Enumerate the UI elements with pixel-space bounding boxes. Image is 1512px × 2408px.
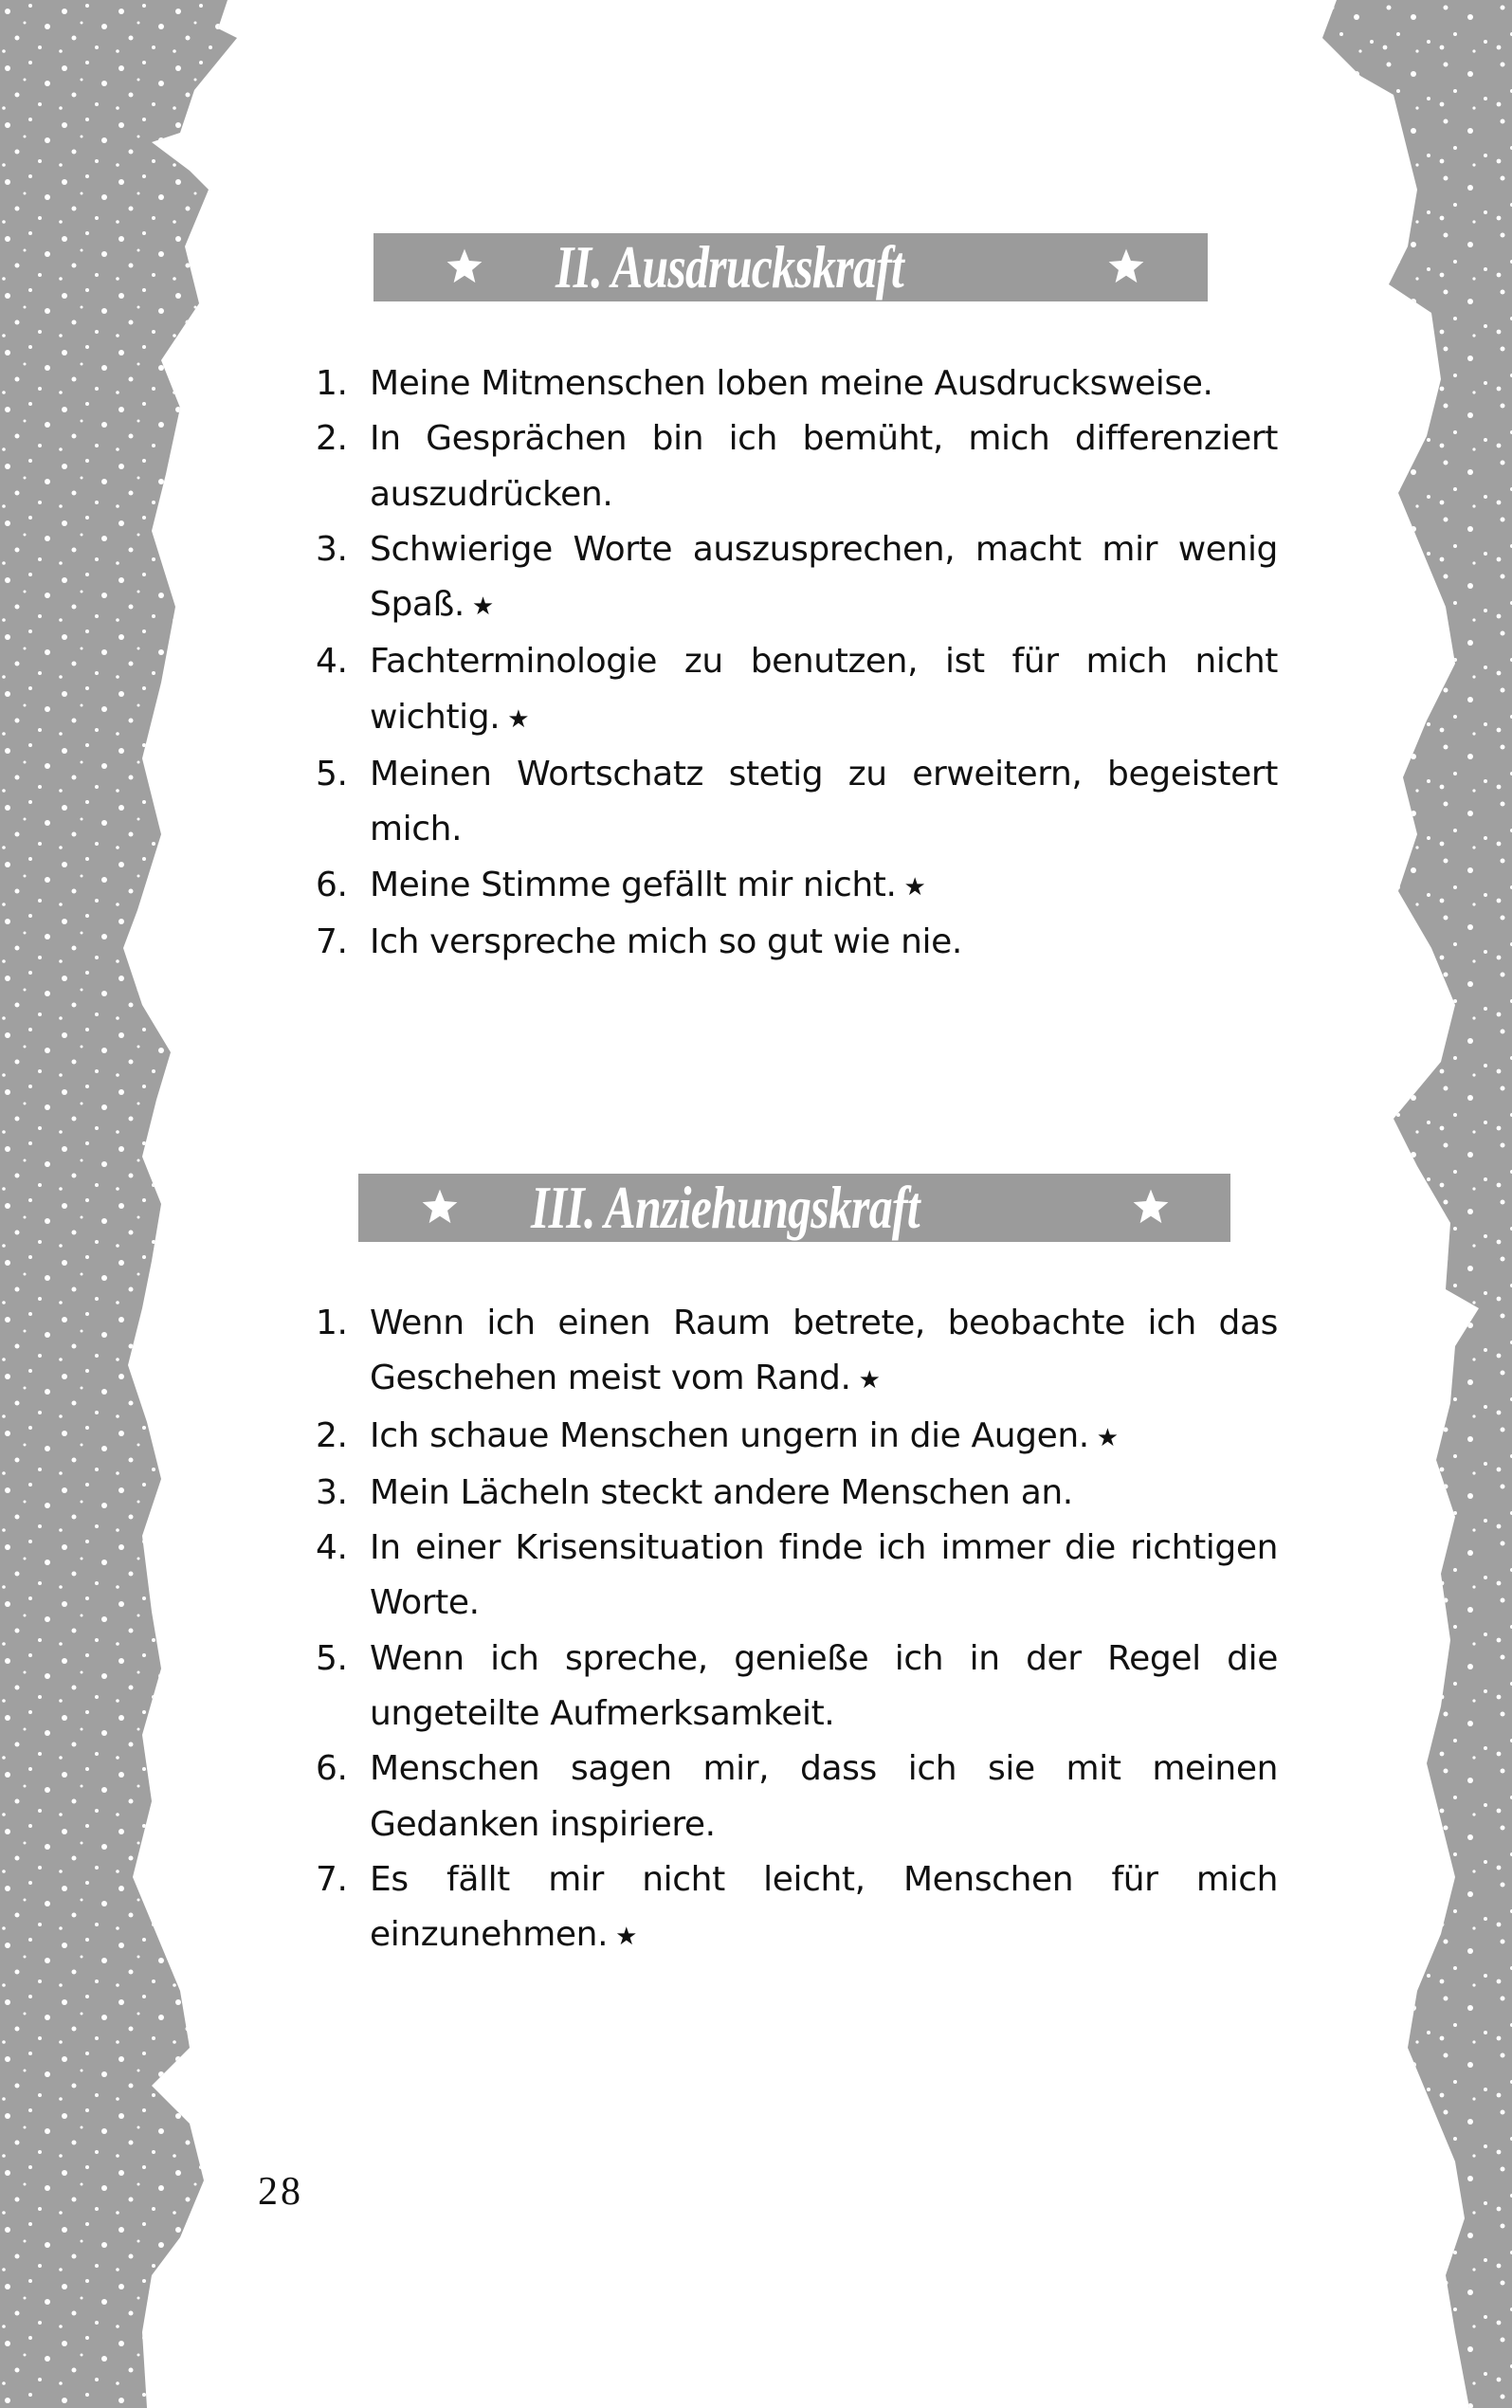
star-icon <box>445 246 484 286</box>
item-number: 4. <box>316 642 348 682</box>
item-text: In einer Krisensituation finde ich immer die richtigen Worte. <box>370 1528 1278 1623</box>
item-text: Wenn ich einen Raum betrete, beobachte ich das Geschehen meist vom Rand. <box>370 1304 1278 1398</box>
star-marker-icon: ★ <box>858 1366 881 1396</box>
star-marker-icon: ★ <box>615 1923 638 1952</box>
list-item <box>316 634 1278 747</box>
item-number: 4. <box>316 1528 348 1568</box>
item-number: 1. <box>316 1304 348 1342</box>
item-number: 3. <box>316 1472 348 1512</box>
item-text: Meine Stimme gefällt mir nicht. <box>370 865 897 904</box>
list-item <box>316 522 1278 635</box>
item-text: Ich schaue Menschen ungern in die Augen. <box>370 1415 1089 1455</box>
list-item <box>316 915 1278 970</box>
item-text: In Gesprächen bin ich bemüht, mich differenziert auszudrücken. <box>370 419 1278 514</box>
statement-list-anziehungskraft <box>316 1296 1278 1965</box>
section-title: II. Ausdruckskraft <box>556 233 903 301</box>
section-title: III. Anziehungskraft <box>531 1174 920 1241</box>
list-item <box>316 858 1278 915</box>
item-text: Wenn ich spreche, genieße ich in der Regel die ungeteilte Aufmerksamkeit. <box>370 1638 1278 1734</box>
item-number: 6. <box>316 865 348 904</box>
item-number: 3. <box>316 529 348 569</box>
star-marker-icon: ★ <box>1096 1423 1119 1452</box>
list-item <box>316 1852 1278 1965</box>
item-number: 2. <box>316 419 348 459</box>
right-speckled-border <box>1266 0 1512 2408</box>
item-text: Es fällt mir nicht leicht, Menschen für mich einzunehmen. <box>370 1859 1278 1955</box>
list-item <box>316 411 1278 522</box>
list-item <box>316 1632 1278 1742</box>
item-number: 5. <box>316 755 348 794</box>
item-text: Fachterminologie zu benutzen, ist für mich nicht wichtig. <box>370 642 1278 737</box>
list-item <box>316 747 1278 858</box>
star-marker-icon: ★ <box>903 872 926 902</box>
item-number: 7. <box>316 921 348 961</box>
star-icon <box>1131 1187 1171 1227</box>
list-item <box>316 356 1278 411</box>
item-number: 1. <box>316 364 348 403</box>
item-text: Meinen Wortschatz stetig zu erweitern, begeistert mich. <box>370 755 1278 849</box>
item-text: Ich verspreche mich so gut wie nie. <box>370 921 962 961</box>
item-text: Schwierige Worte auszusprechen, macht mir wenig Spaß. <box>370 529 1278 625</box>
item-text: Mein Lächeln steckt andere Menschen an. <box>370 1472 1073 1512</box>
item-number: 2. <box>316 1415 348 1455</box>
section-banner-ausdruckskraft <box>373 233 1208 301</box>
list-item <box>316 1521 1278 1632</box>
item-number: 5. <box>316 1638 348 1678</box>
list-item <box>316 1409 1278 1466</box>
star-icon <box>1106 246 1146 286</box>
page-number: 28 <box>258 2170 303 2214</box>
item-text: Meine Mitmenschen loben meine Ausdrucksweise. <box>370 364 1213 403</box>
list-item <box>316 1466 1278 1521</box>
left-speckled-border <box>0 0 246 2408</box>
item-number: 7. <box>316 1859 348 1899</box>
star-icon <box>420 1187 460 1227</box>
list-item <box>316 1296 1278 1409</box>
section-banner-anziehungskraft <box>358 1174 1230 1242</box>
star-marker-icon: ★ <box>471 593 494 622</box>
star-marker-icon: ★ <box>507 704 530 734</box>
item-number: 6. <box>316 1749 348 1789</box>
list-item <box>316 1742 1278 1852</box>
statement-list-ausdruckskraft <box>316 356 1278 970</box>
item-text: Menschen sagen mir, dass ich sie mit meinen Gedanken inspiriere. <box>370 1749 1278 1844</box>
